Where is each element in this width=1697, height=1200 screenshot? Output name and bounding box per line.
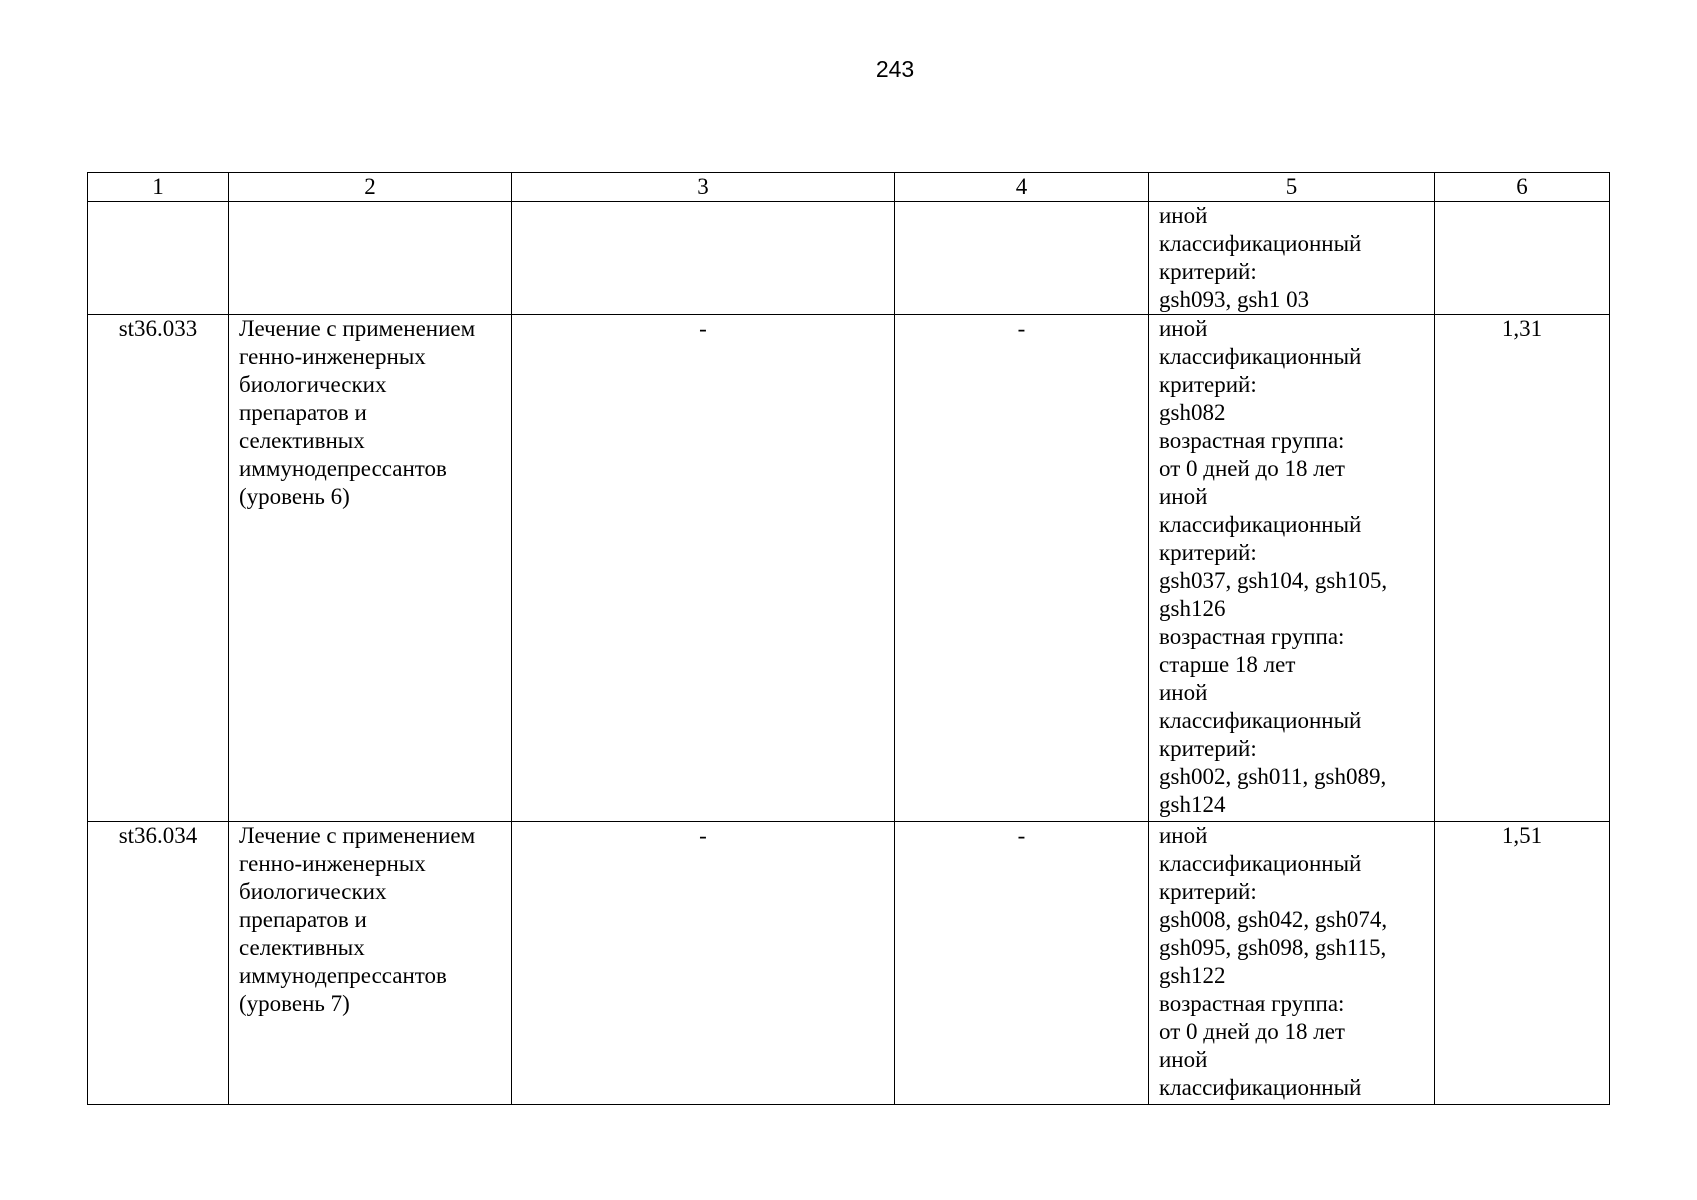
name-line: препаратов и xyxy=(239,907,367,932)
name-line: генно-инженерных xyxy=(239,344,426,369)
criteria-line: критерий: xyxy=(1159,879,1257,904)
criteria-line: иной xyxy=(1159,1047,1208,1072)
name-line: иммунодепрессантов xyxy=(239,456,447,481)
criteria-line: от 0 дней до 18 лет xyxy=(1159,456,1345,481)
name-line: препаратов и xyxy=(239,400,367,425)
tariff-table xyxy=(87,172,1610,1105)
code-cell: st36.034 xyxy=(88,822,229,1105)
criteria-cell xyxy=(1149,315,1435,822)
criteria-line: gsh008, gsh042, gsh074, xyxy=(1159,907,1388,932)
criteria-line: классификационный xyxy=(1159,231,1362,256)
column-header-2: 2 xyxy=(229,173,512,202)
col4-cell: - xyxy=(895,315,1149,822)
criteria-line: возрастная группа: xyxy=(1159,428,1345,453)
criteria-line: классификационный xyxy=(1159,344,1362,369)
name-cell xyxy=(229,202,512,315)
criteria-line: старше 18 лет xyxy=(1159,652,1296,677)
column-header-5: 5 xyxy=(1149,173,1435,202)
table-header-row xyxy=(88,173,1610,202)
col3-cell: - xyxy=(512,822,895,1105)
criteria-line: классификационный xyxy=(1159,708,1362,733)
criteria-cell xyxy=(1149,202,1435,315)
col3-cell: - xyxy=(512,315,895,822)
col3-cell xyxy=(512,202,895,315)
criteria-line: классификационный xyxy=(1159,512,1362,537)
name-line: (уровень 6) xyxy=(239,484,350,509)
name-line: селективных xyxy=(239,428,365,453)
coefficient-cell: 1,31 xyxy=(1435,315,1610,822)
criteria-line: критерий: xyxy=(1159,736,1257,761)
criteria-line: критерий: xyxy=(1159,259,1257,284)
criteria-line: gsh124 xyxy=(1159,792,1226,817)
criteria-line: иной xyxy=(1159,823,1208,848)
col4-cell: - xyxy=(895,822,1149,1105)
col4-cell xyxy=(895,202,1149,315)
table-row xyxy=(88,202,1610,315)
page-number: 243 xyxy=(875,56,915,82)
criteria-line: от 0 дней до 18 лет xyxy=(1159,1019,1345,1044)
criteria-line: иной xyxy=(1159,316,1208,341)
name-line: селективных xyxy=(239,935,365,960)
name-cell xyxy=(229,315,512,822)
column-header-3: 3 xyxy=(512,173,895,202)
criteria-line: gsh095, gsh098, gsh115, xyxy=(1159,935,1387,960)
criteria-line: классификационный xyxy=(1159,1075,1362,1100)
criteria-line: gsh082 xyxy=(1159,400,1226,425)
criteria-line: иной xyxy=(1159,203,1208,228)
criteria-line: критерий: xyxy=(1159,540,1257,565)
code-cell: st36.033 xyxy=(88,315,229,822)
criteria-line: gsh122 xyxy=(1159,963,1226,988)
table-row xyxy=(88,315,1610,822)
name-line: биологических xyxy=(239,372,387,397)
name-line: биологических xyxy=(239,879,387,904)
coefficient-cell xyxy=(1435,202,1610,315)
coefficient-cell: 1,51 xyxy=(1435,822,1610,1105)
criteria-line: gsh093, gsh1 03 xyxy=(1159,287,1310,312)
name-cell xyxy=(229,822,512,1105)
criteria-line: иной xyxy=(1159,680,1208,705)
column-header-6: 6 xyxy=(1435,173,1610,202)
criteria-line: иной xyxy=(1159,484,1208,509)
criteria-line: gsh002, gsh011, gsh089, xyxy=(1159,764,1387,789)
criteria-line: критерий: xyxy=(1159,372,1257,397)
criteria-line: gsh126 xyxy=(1159,596,1226,621)
table-row xyxy=(88,822,1610,1105)
name-line: иммунодепрессантов xyxy=(239,963,447,988)
name-line: (уровень 7) xyxy=(239,991,350,1016)
column-header-4: 4 xyxy=(895,173,1149,202)
name-line: Лечение с применением xyxy=(239,316,476,341)
code-cell xyxy=(88,202,229,315)
criteria-line: gsh037, gsh104, gsh105, xyxy=(1159,568,1388,593)
criteria-line: возрастная группа: xyxy=(1159,991,1345,1016)
criteria-line: классификационный xyxy=(1159,851,1362,876)
name-line: Лечение с применением xyxy=(239,823,476,848)
column-header-1: 1 xyxy=(88,173,229,202)
name-line: генно-инженерных xyxy=(239,851,426,876)
criteria-line: возрастная группа: xyxy=(1159,624,1345,649)
criteria-cell xyxy=(1149,822,1435,1105)
